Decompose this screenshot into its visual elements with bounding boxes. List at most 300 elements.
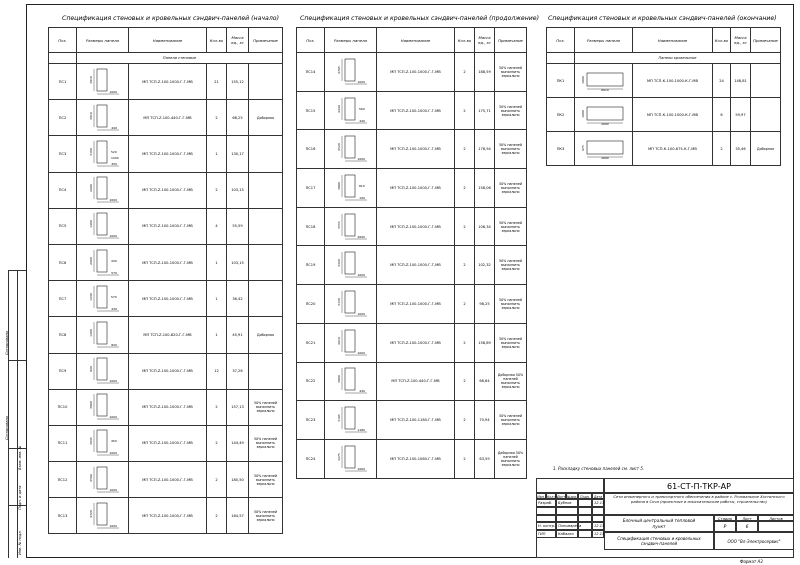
table-row — [49, 498, 283, 534]
row-name: МП ТСП-Z-100-1000-Г-Г-МВ — [377, 53, 455, 92]
col-size: Размеры панели — [325, 28, 377, 53]
row-note: Доборная — [249, 100, 283, 136]
row-qty: 4 — [207, 208, 227, 244]
row-mass: 35,46 — [731, 132, 751, 166]
row-qty: 2 — [455, 285, 475, 324]
stamp-date — [592, 515, 604, 523]
row-qty: 2 — [207, 389, 227, 425]
stamp-role — [536, 507, 556, 515]
row-sketch — [325, 169, 377, 208]
row-sketch — [77, 281, 129, 317]
row-qty: 2 — [207, 462, 227, 498]
stamp-col-header: №док. — [567, 495, 578, 499]
table-row — [297, 130, 527, 169]
svg-text:1000: 1000 — [356, 157, 365, 162]
row-mass: 59,97 — [731, 98, 751, 132]
row-qty: 24 — [713, 64, 731, 98]
row-pos: ПС21 — [297, 323, 325, 362]
row-sketch — [77, 208, 129, 244]
row-pos: ПС1 — [49, 64, 77, 100]
row-pos: ПС17 — [297, 169, 325, 208]
col-qty: Кол-во — [207, 28, 227, 53]
table-row — [49, 100, 283, 136]
stamp-signature-cell — [578, 530, 592, 538]
title-block — [536, 478, 794, 558]
svg-text:1000: 1000 — [108, 198, 117, 203]
stamp-role: Разраб. — [536, 499, 556, 507]
row-name: МП ТСП-Z-100-1000-Г-Г-МВ — [377, 207, 455, 246]
svg-text:1000: 1000 — [108, 415, 117, 420]
row-qty: 2 — [455, 53, 475, 92]
svg-text:440: 440 — [358, 118, 365, 123]
row-pos: ПС22 — [297, 362, 325, 401]
row-name: МП ТСП-Z-100-1000-Г-Г-МВ — [129, 462, 207, 498]
panel-sketch — [329, 289, 373, 319]
svg-text:3960: 3960 — [88, 401, 93, 410]
stamp-name — [556, 507, 578, 515]
stamp-col-header: Кол.уч — [547, 495, 559, 499]
row-note: Доборная — [249, 317, 283, 353]
col-name: Наименование — [129, 28, 207, 53]
svg-text:1000: 1000 — [580, 75, 585, 84]
row-note: Доборная — [751, 132, 781, 166]
table1-title: Спецификация стеновых и кровельных сэндвич-панелей (начало) — [62, 15, 279, 22]
row-name: МП ТСП-Z-100-1000-Г-Г-МВ — [377, 91, 455, 130]
row-qty: 12 — [207, 353, 227, 389]
table-row — [297, 323, 527, 362]
stamp-date: 12.13 — [594, 524, 605, 529]
row-qty: 2 — [455, 207, 475, 246]
row-pos: ПС3 — [49, 136, 77, 172]
row-mass: 45,91 — [227, 317, 249, 353]
row-name: МП ТСП-Z-100-1000-Г-Г-МВ — [129, 244, 207, 280]
row-sketch — [77, 425, 129, 461]
svg-text:1000: 1000 — [108, 379, 117, 384]
table-row — [49, 425, 283, 461]
svg-text:450: 450 — [110, 161, 117, 166]
stamp-col-header: Дата — [593, 495, 603, 499]
row-mass: 148,81 — [731, 64, 751, 98]
col-mass: Масса ед., кг — [227, 28, 249, 53]
stamp-signature-cell — [578, 515, 592, 523]
row-qty: 2 — [455, 169, 475, 208]
row-name: МП ТСП-Z-100-440-Г-Г-МВ — [129, 100, 207, 136]
row-mass: 70,94 — [475, 401, 495, 440]
table2-title: Спецификация стеновых и кровельных сэндвич-панелей (продолжение) — [300, 15, 540, 22]
row-name: МП ТСП-Z-100-1000-Г-Г-МВ — [377, 246, 455, 285]
row-sketch — [77, 353, 129, 389]
row-mass: 178,94 — [475, 130, 495, 169]
row-pos: ПС5 — [49, 208, 77, 244]
panel-sketch — [329, 250, 373, 280]
panel-sketch — [81, 211, 125, 241]
col-note: Примечание — [249, 28, 283, 53]
row-mass: 103,15 — [227, 244, 249, 280]
row-pos: ПС11 — [49, 425, 77, 461]
panel-sketch — [81, 103, 125, 133]
row-qty: 2 — [207, 172, 227, 208]
table-row — [297, 246, 527, 285]
row-pos: ПК1 — [547, 64, 575, 98]
svg-text:3910: 3910 — [88, 111, 93, 120]
stamp-col-header: Подп. — [578, 493, 592, 499]
panel-sketch — [329, 96, 373, 126]
row-note: 50% панелей выполнить зеркально — [495, 323, 527, 362]
stamp-date: 12.13 — [594, 501, 605, 505]
svg-text:3900: 3900 — [336, 375, 341, 384]
row-pos: ПС2 — [49, 100, 77, 136]
col-qty: Кол-во — [455, 28, 475, 53]
table-row — [49, 317, 283, 353]
row-mass: 180,50 — [227, 462, 249, 498]
row-note — [249, 136, 283, 172]
row-mass: 184,57 — [227, 498, 249, 534]
svg-text:4520: 4520 — [336, 143, 341, 152]
row-note — [249, 64, 283, 100]
svg-text:3275: 3275 — [336, 452, 341, 461]
row-name: МП ТСП-Z-100-1000-Г-Г-МВ — [377, 285, 455, 324]
col-pos: Поз. — [297, 28, 325, 53]
row-sketch — [77, 136, 129, 172]
row-note: 50% панелей выполнить зеркально — [495, 169, 527, 208]
row-note: 50% панелей выполнить зеркально — [495, 53, 527, 92]
spec-table-2 — [296, 27, 527, 479]
row-pos: ПС16 — [297, 130, 325, 169]
row-qty: 2 — [455, 246, 475, 285]
row-pos: ПС19 — [297, 246, 325, 285]
svg-text:3165: 3165 — [336, 414, 341, 422]
svg-text:3320: 3320 — [336, 259, 341, 268]
sheet-value: 6 — [736, 521, 758, 532]
svg-text:3990: 3990 — [336, 182, 341, 190]
col-note: Примечание — [751, 28, 781, 53]
spec-table-3 — [546, 27, 781, 166]
svg-text:1000: 1000 — [356, 311, 365, 316]
col-size: Размеры панели — [77, 28, 129, 53]
panel-sketch — [81, 428, 125, 458]
row-mass: 188,59 — [475, 53, 495, 92]
group-wall-panels: Панели стеновые — [77, 53, 283, 64]
panel-sketch — [579, 103, 629, 127]
row-sketch — [325, 439, 377, 478]
table-row — [49, 244, 283, 280]
row-pos: ПС10 — [49, 389, 77, 425]
row-qty: 2 — [455, 323, 475, 362]
row-pos: ПС6 — [49, 244, 77, 280]
row-qty: 2 — [713, 132, 731, 166]
row-note: 50% панелей выполнить зеркально — [495, 130, 527, 169]
row-note: 50% панелей выполнить зеркально — [249, 425, 283, 461]
row-mass: 102,32 — [475, 246, 495, 285]
panel-sketch — [81, 356, 125, 386]
row-mass: 55,59 — [227, 208, 249, 244]
row-sketch — [77, 317, 129, 353]
table-row — [547, 64, 781, 98]
building-name: Блочный центральный тепловой пункт — [604, 515, 714, 532]
panel-sketch — [329, 173, 373, 203]
table-header — [547, 28, 781, 53]
row-name: МП ТСП-Z-100-1000-Г-Г-МВ — [377, 323, 455, 362]
svg-text:570: 570 — [110, 270, 117, 275]
stage-label: Стадия — [714, 515, 736, 521]
row-mass: 106,34 — [475, 207, 495, 246]
company-name: ООО "Вл-Электросервис" — [714, 532, 794, 550]
svg-text:2600: 2600 — [88, 184, 93, 192]
row-mass: 144,49 — [227, 425, 249, 461]
row-mass: 63,59 — [475, 439, 495, 478]
spec-table-1 — [48, 27, 283, 534]
row-name: МП ТСП-Z-100-440-Г-Г-МВ — [377, 362, 455, 401]
panel-sketch — [329, 212, 373, 242]
col-mass: Масса ед., кг — [731, 28, 751, 53]
row-name: МП ТСП-Z-100-1000-Г-Г-МВ — [129, 498, 207, 534]
svg-text:810: 810 — [358, 183, 365, 188]
svg-text:3130: 3130 — [336, 298, 341, 306]
row-sketch — [325, 323, 377, 362]
side-replacement: Взам. инв. № — [18, 445, 22, 470]
footnote: 1. Раскладку стеновых панелей см. лист 5. — [553, 466, 645, 471]
col-note: Примечание — [495, 28, 527, 53]
table-row — [547, 132, 781, 166]
row-name: МП ТСП-К-100-1000-К-Г-МВ — [633, 98, 713, 132]
row-note: 50% панелей выполнить зеркально — [495, 285, 527, 324]
table-row — [297, 401, 527, 440]
panel-sketch — [81, 392, 125, 422]
row-sketch — [77, 172, 129, 208]
row-qty: 21 — [207, 64, 227, 100]
svg-text:1000: 1000 — [110, 155, 119, 160]
row-name: МП ТСП-Z-100-1000-Г-Г-МВ — [129, 389, 207, 425]
row-qty: 2 — [455, 439, 475, 478]
stamp-role — [536, 515, 556, 523]
row-sketch — [325, 246, 377, 285]
row-note: 50% панелей выполнить зеркально — [249, 498, 283, 534]
panel-sketch — [329, 444, 373, 474]
row-sketch — [77, 64, 129, 100]
row-sketch — [325, 207, 377, 246]
svg-text:1000: 1000 — [108, 523, 117, 528]
stamp-signature-cell — [578, 507, 592, 515]
panel-sketch — [81, 284, 125, 314]
panel-sketch — [81, 67, 125, 97]
stamp-signature-cell — [578, 499, 592, 507]
row-pos: ПС14 — [297, 53, 325, 92]
col-size: Размеры панели — [575, 28, 633, 53]
row-mass: 37,26 — [227, 353, 249, 389]
svg-text:4440: 4440 — [336, 104, 341, 113]
row-sketch — [325, 401, 377, 440]
panel-sketch — [81, 465, 125, 495]
table-row — [297, 169, 527, 208]
svg-text:2600: 2600 — [88, 256, 93, 265]
row-qty: 2 — [455, 362, 475, 401]
table-row — [297, 439, 527, 478]
svg-text:6610: 6610 — [600, 87, 609, 92]
table-row — [49, 389, 283, 425]
row-sketch — [325, 53, 377, 92]
row-sketch — [325, 130, 377, 169]
row-note: Доборная 50% панелей выполнить зеркально — [495, 362, 527, 401]
row-pos: ПС23 — [297, 401, 325, 440]
row-sketch — [325, 285, 377, 324]
row-sketch — [77, 100, 129, 136]
side-agreed-2: Согласовано — [5, 415, 9, 440]
row-sketch — [325, 362, 377, 401]
svg-text:2690: 2690 — [600, 121, 609, 126]
svg-text:450: 450 — [110, 439, 117, 444]
row-note — [249, 172, 283, 208]
svg-text:4765: 4765 — [336, 66, 341, 74]
row-name: МП ТСП-К-100-1000-К-Г-МВ — [633, 64, 713, 98]
svg-text:4010: 4010 — [336, 336, 341, 345]
sheet-title: Спецификация стеновых и кровельных сэндвич-панелей — [604, 532, 714, 550]
panel-sketch — [579, 69, 629, 93]
panel-sketch — [579, 137, 629, 161]
row-sketch — [77, 244, 129, 280]
side-inventory: Инв. № подл. — [18, 530, 22, 555]
row-note: 50% панелей выполнить зеркально — [495, 91, 527, 130]
row-sketch — [575, 64, 633, 98]
side-agreed: Согласовано — [5, 330, 9, 355]
row-note — [249, 281, 283, 317]
svg-text:440: 440 — [110, 125, 117, 130]
side-signature: Подп. и дата — [18, 485, 22, 510]
stamp-role: Н. контр. — [538, 524, 556, 529]
svg-text:1180: 1180 — [356, 428, 365, 433]
doc-code: 61-СТ-П-ТКР-АР — [604, 478, 794, 493]
row-pos: ПК3 — [547, 132, 575, 166]
table-row — [297, 362, 527, 401]
table-row — [297, 285, 527, 324]
row-qty: 2 — [455, 130, 475, 169]
row-qty: 1 — [207, 317, 227, 353]
group-roof-panels: Панели кровельные — [575, 53, 781, 64]
row-name: МП ТСП-Z-100-1000-Г-Г-МВ — [377, 130, 455, 169]
stamp-role: ГИП — [536, 530, 556, 538]
col-qty: Кол-во — [713, 28, 731, 53]
row-note — [249, 244, 283, 280]
row-name: МП ТСП-Z-100-1000-Г-Г-МВ — [129, 208, 207, 244]
row-mass: 68,25 — [227, 100, 249, 136]
table3-title: Спецификация стеновых и кровельных сэндвич-панелей (окончание) — [548, 15, 777, 22]
svg-text:1000: 1000 — [108, 487, 117, 492]
panel-sketch — [81, 501, 125, 531]
row-mass: 157,13 — [227, 389, 249, 425]
stamp-date: 12.13 — [594, 532, 605, 537]
row-name: МП ТСП-Z-100-1000-Г-Г-МВ — [129, 64, 207, 100]
row-note: 50% панелей выполнить зеркально — [249, 389, 283, 425]
row-pos: ПК2 — [547, 98, 575, 132]
row-mass: 68,64 — [475, 362, 495, 401]
row-mass: 155,12 — [227, 64, 249, 100]
row-pos: ПС4 — [49, 172, 77, 208]
row-name: МП ТСП-Z-100-1060-Г-Г-МВ — [377, 439, 455, 478]
svg-text:675: 675 — [580, 144, 585, 151]
row-pos: ПС24 — [297, 439, 325, 478]
row-name: МП ТСП-Z-100-1000-Г-Г-МВ — [129, 136, 207, 172]
row-note — [751, 64, 781, 98]
row-mass: 103,15 — [227, 172, 249, 208]
svg-text:4560: 4560 — [88, 473, 93, 482]
row-sketch — [77, 462, 129, 498]
panel-sketch — [81, 248, 125, 278]
row-sketch — [575, 132, 633, 166]
panel-sketch — [329, 405, 373, 435]
format-label: Формат А3 — [740, 559, 763, 564]
svg-text:3555: 3555 — [336, 220, 341, 229]
row-pos: ПС20 — [297, 285, 325, 324]
col-pos: Поз. — [49, 28, 77, 53]
table-row — [49, 172, 283, 208]
row-note — [249, 353, 283, 389]
panel-sketch — [329, 57, 373, 87]
stamp-name: Пономарёва — [558, 524, 582, 529]
stamp-col-header: Изм. — [537, 495, 545, 499]
stage-value: Р — [714, 521, 736, 532]
svg-text:520: 520 — [110, 149, 117, 154]
table-row — [49, 281, 283, 317]
row-qty: 2 — [207, 100, 227, 136]
svg-text:3910: 3910 — [88, 75, 93, 84]
col-mass: Масса ед., кг — [475, 28, 495, 53]
table-header — [297, 28, 527, 53]
row-sketch — [325, 91, 377, 130]
row-pos: ПС8 — [49, 317, 77, 353]
svg-text:1060: 1060 — [356, 466, 365, 471]
sheet-label: Лист — [736, 515, 758, 521]
svg-text:940: 940 — [88, 366, 93, 372]
stamp-date — [592, 507, 604, 515]
row-note — [249, 208, 283, 244]
svg-text:1400: 1400 — [88, 329, 93, 337]
row-name: МП ТСП-Z-100-1000-Г-Г-МВ — [129, 353, 207, 389]
svg-text:1400: 1400 — [88, 220, 93, 229]
row-mass: 130,17 — [227, 136, 249, 172]
svg-text:430: 430 — [110, 258, 117, 263]
row-name: МП ТСП-Z-100-1000-Г-Г-МВ — [129, 172, 207, 208]
svg-text:4720: 4720 — [88, 510, 93, 518]
row-pos: ПС13 — [49, 498, 77, 534]
row-pos: ПС7 — [49, 281, 77, 317]
row-mass: 36,42 — [227, 281, 249, 317]
svg-text:1000: 1000 — [108, 89, 117, 94]
table-row — [49, 462, 283, 498]
svg-text:1000: 1000 — [356, 273, 365, 278]
table-row — [297, 207, 527, 246]
table-row — [49, 208, 283, 244]
row-name: МП ТСП-Z-100-820-Г-Г-МВ — [129, 317, 207, 353]
panel-sketch — [329, 328, 373, 358]
panel-sketch — [81, 139, 125, 169]
row-note: 50% панелей выполнить зеркально — [495, 246, 527, 285]
row-pos: ПС9 — [49, 353, 77, 389]
stamp-name: Бубнов — [556, 499, 578, 507]
svg-text:820: 820 — [110, 342, 117, 347]
svg-text:3645: 3645 — [88, 437, 93, 446]
svg-text:1000: 1000 — [356, 350, 365, 355]
table-row — [49, 64, 283, 100]
svg-text:1000: 1000 — [580, 109, 585, 118]
svg-text:1000: 1000 — [356, 79, 365, 84]
row-name: МП ТСП-Z-100-1000-Г-Г-МВ — [377, 169, 455, 208]
row-qty: 1 — [207, 244, 227, 280]
row-qty: 2 — [207, 425, 227, 461]
row-sketch — [77, 498, 129, 534]
table-row — [297, 53, 527, 92]
row-qty: 2 — [455, 401, 475, 440]
row-note: Доборная 50% панелей выполнить зеркально — [495, 439, 527, 478]
stamp-name: Кабалко — [556, 530, 578, 538]
